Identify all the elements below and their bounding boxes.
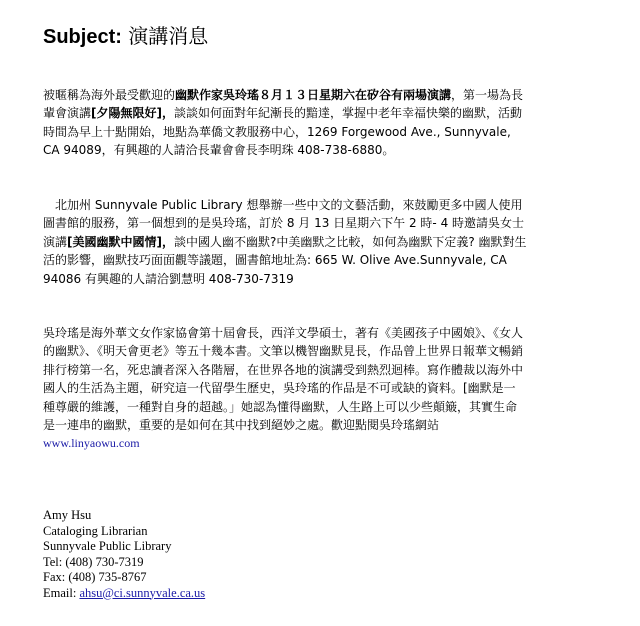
paragraph2-details: 談中國人幽不幽默?中美幽默之比較，如何為幽默下定義? 幽默對生活的影響，幽默技巧面面觀等議題，圖書館地址為: 665 W. Olive Ave.Sunnyvale, CA 94086 有興趣的人請洽劉慧明 408-730-7319 <box>43 234 527 286</box>
paragraph2-talk-title: [美國幽默中國情]， <box>67 234 174 249</box>
paragraph1-event-highlight: 幽默作家吳玲瑤８月１３日星期六在矽谷有兩場演講 <box>175 88 452 102</box>
paragraph1-lead: 被暱稱為海外最受歡迎的 <box>43 88 176 102</box>
signature-email-label: Email: <box>43 585 80 600</box>
signature-email-line <box>43 586 205 602</box>
signature-fax: Fax: (408) 735-8767 <box>43 570 147 584</box>
paragraph1-talk-title: [夕陽無限好]， <box>91 106 174 121</box>
subject-line <box>43 22 208 51</box>
signature-organization: Sunnyvale Public Library <box>43 539 172 553</box>
signature-tel: Tel: (408) 730-7319 <box>43 554 144 569</box>
paragraph1-mid: ，第一場為長輩會演講 <box>43 88 524 121</box>
library-event-paragraph <box>43 196 527 288</box>
signature-email-link[interactable]: ahsu@ci.sunnyvale.ca.us <box>79 585 206 600</box>
paragraph1-details: 談談如何面對年紀漸長的黯達，掌握中老年幸福快樂的幽默，活動時間為早上十點開始，地點為華僑文教服務中心，1269 Forgewood Ave., Sunnyvale, CA 94089，有興趣的人請洽長輩會會長李明珠 408-738-6880。 <box>43 106 523 158</box>
author-website-link[interactable]: www.linyaowu.com <box>43 436 140 451</box>
subject-label: Subject: <box>43 26 122 48</box>
signature-title: Cataloging Librarian <box>43 523 148 538</box>
announcement-paragraph <box>43 86 527 160</box>
paragraph3-text: 吳玲瑤是海外華文女作家協會第十屆會長，西洋文學碩士，著有《美國孩子中國娘》、《女人的幽默》、《明天會更老》等五十幾本書。文筆以機智幽默見長，作品曾上世界日報華文暢銷排行榜第一名，死忠讀者深入各階層，在世界各地的演講受到熱烈迴棒。寫作體裁以海外中國人的生活為主題，研究這一代留學生歷史，吳玲瑤的作品是不可或缺的資料。[幽默是一種尊嚴的維護，一種對自身的超越。」她認為懂得幽默，人生路上可以少些顛簸，其實生命是一連串的幽默，重要的是如何在其中找到絕妙之處。歡迎點閱吳玲瑤網站 <box>43 326 524 433</box>
signature-name: Amy Hsu <box>43 508 92 522</box>
paragraph2-lead: 北加州 Sunnyvale Public Library 想舉辦一些中文的文藝活動，來鼓勵更多中國人使用圖書館的服務，第一個想到的是吳玲瑤，訂於 8 月 13 日星期六下午 2 時- 4 時邀請吳女士演講 <box>43 198 525 249</box>
subject-value: 演講消息 <box>128 24 209 48</box>
author-bio-paragraph <box>43 324 527 453</box>
signature-block <box>43 508 205 601</box>
